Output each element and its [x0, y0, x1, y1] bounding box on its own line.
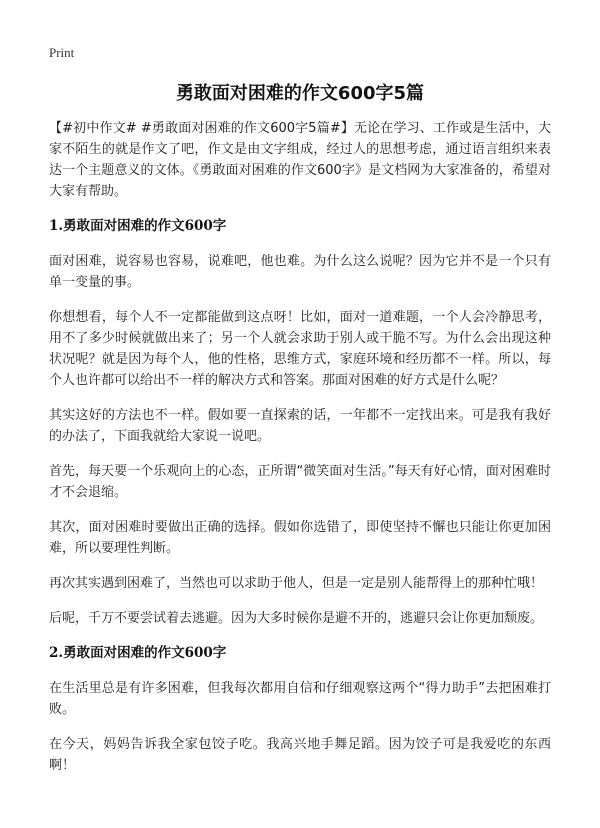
document-title: 勇敢面对困难的作文600字5篇	[175, 83, 425, 104]
document-body	[49, 118, 551, 790]
intro-paragraph: 【#初中作文# #勇敢面对困难的作文600字5篇#】无论在学习、工作或是生活中，大家不陌生的就是作文了吧，作文是由文字组成，经过人的思想考虑，通过语言组织来表达一个主题意义的文体。《勇敢面对困难的作文600字》是文档网为大家准备的，希望对大家有帮助。	[49, 121, 551, 199]
print-label: Print	[49, 45, 75, 60]
body-paragraph: 你想想看，每个人不一定都能做到这点呀！比如，面对一道难题，一个人会冷静思考，用不了多少时候就做出来了；另一个人就会求助于别人或干脆不写。为什么会出现这种状况呢？就是因为每个人，他的性格，思维方式，家庭环境和经历都不一样。所以，每个人也许都可以给出不一样的解决方式和答案。那面对困难的好方式是什么呢？	[49, 310, 551, 388]
body-paragraph: 其实这好的方法也不一样。假如要一直探索的话，一年都不一定找出来。可是我有我好的办法了，下面我就给大家说一说吧。	[49, 408, 551, 444]
body-paragraph: 首先，每天要一个乐观向上的心态，正所谓“微笑面对生活。”每天有好心情，面对困难时才不会退缩。	[49, 464, 551, 500]
body-paragraph: 再次其实遇到困难了，当然也可以求助于他人，但是一定是别人能帮得上的那种忙哦！	[49, 576, 544, 591]
body-paragraph: 后呢，千万不要尝试着去逃避。因为大多时候你是避不开的，逃避只会让你更加颓废。	[49, 611, 544, 626]
body-paragraph: 面对困难，说容易也容易，说难吧，他也难。为什么这么说呢？因为它并不是一个只有单一变量的事。	[49, 254, 551, 290]
body-paragraph: 在今天，妈妈告诉我全家包饺子吃。我高兴地手舞足蹈。因为饺子可是我爱吃的东西啊！	[49, 737, 551, 773]
section-heading: 2.勇敢面对困难的作文600字	[49, 645, 227, 661]
section-heading: 1.勇敢面对困难的作文600字	[49, 218, 227, 234]
body-paragraph: 其次，面对困难时要做出正确的选择。假如你选错了，即使坚持不懈也只能让你更加困难，所以要理性判断。	[49, 520, 551, 556]
body-paragraph: 在生活里总是有许多困难，但我每次都用自信和仔细观察这两个“得力助手”去把困难打败。	[49, 681, 551, 717]
